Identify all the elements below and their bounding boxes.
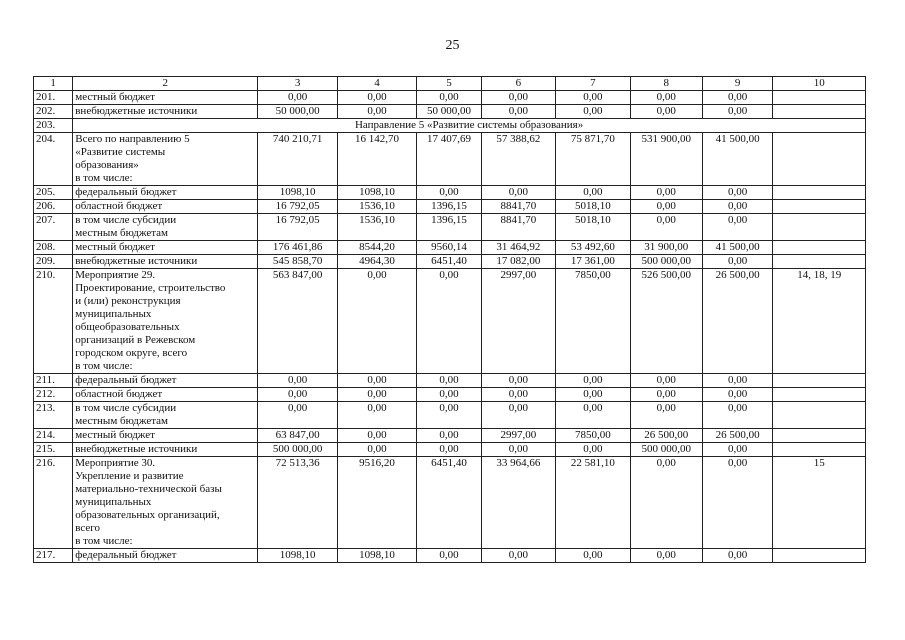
budget-table [33, 76, 866, 563]
row-number: 217. [34, 549, 73, 563]
amount-cell: 8841,70 [481, 200, 555, 214]
amount-cell: 63 847,00 [258, 429, 337, 443]
table-row [34, 429, 866, 443]
amount-cell: 531 900,00 [630, 133, 702, 186]
header-cell: 3 [258, 77, 337, 91]
table-row [34, 105, 866, 119]
target-indicators [773, 429, 866, 443]
amount-cell: 0,00 [556, 374, 630, 388]
amount-cell: 0,00 [702, 105, 772, 119]
amount-cell: 7850,00 [556, 429, 630, 443]
header-cell: 5 [417, 77, 481, 91]
row-description: федеральный бюджет [73, 374, 258, 388]
amount-cell: 0,00 [702, 549, 772, 563]
amount-cell: 1536,10 [337, 214, 416, 241]
amount-cell: 0,00 [702, 200, 772, 214]
amount-cell: 0,00 [337, 429, 416, 443]
table-row [34, 133, 866, 186]
amount-cell: 7850,00 [556, 269, 630, 374]
amount-cell: 50 000,00 [258, 105, 337, 119]
amount-cell: 5018,10 [556, 214, 630, 241]
table-row [34, 457, 866, 549]
header-cell: 10 [773, 77, 866, 91]
target-indicators [773, 443, 866, 457]
header-cell: 2 [73, 77, 258, 91]
amount-cell: 4964,30 [337, 255, 416, 269]
amount-cell: 0,00 [556, 402, 630, 429]
row-description: Всего по направлению 5 «Развитие системы образования» в том числе: [73, 133, 258, 186]
amount-cell: 0,00 [630, 388, 702, 402]
amount-cell: 41 500,00 [702, 241, 772, 255]
target-indicators [773, 255, 866, 269]
amount-cell: 0,00 [630, 91, 702, 105]
amount-cell: 6451,40 [417, 255, 481, 269]
target-indicators [773, 241, 866, 255]
amount-cell: 0,00 [337, 269, 416, 374]
row-number: 214. [34, 429, 73, 443]
table-row [34, 255, 866, 269]
amount-cell: 9516,20 [337, 457, 416, 549]
amount-cell: 16 792,05 [258, 214, 337, 241]
target-indicators [773, 186, 866, 200]
target-indicators [773, 133, 866, 186]
amount-cell: 0,00 [702, 374, 772, 388]
row-description: областной бюджет [73, 388, 258, 402]
amount-cell: 0,00 [417, 269, 481, 374]
row-description: внебюджетные источники [73, 443, 258, 457]
row-number: 203. [34, 119, 73, 133]
amount-cell: 6451,40 [417, 457, 481, 549]
amount-cell: 2997,00 [481, 429, 555, 443]
amount-cell: 0,00 [417, 549, 481, 563]
amount-cell: 31 464,92 [481, 241, 555, 255]
amount-cell: 0,00 [481, 91, 555, 105]
amount-cell: 0,00 [702, 402, 772, 429]
amount-cell: 500 000,00 [258, 443, 337, 457]
target-indicators [773, 200, 866, 214]
amount-cell: 0,00 [702, 443, 772, 457]
amount-cell: 0,00 [702, 186, 772, 200]
amount-cell: 1098,10 [337, 549, 416, 563]
row-description: местный бюджет [73, 429, 258, 443]
target-indicators [773, 105, 866, 119]
amount-cell: 1396,15 [417, 214, 481, 241]
amount-cell: 0,00 [481, 374, 555, 388]
amount-cell: 0,00 [337, 443, 416, 457]
amount-cell: 17 407,69 [417, 133, 481, 186]
amount-cell: 0,00 [417, 186, 481, 200]
amount-cell: 0,00 [702, 457, 772, 549]
row-description: внебюджетные источники [73, 105, 258, 119]
header-cell: 9 [702, 77, 772, 91]
row-description: местный бюджет [73, 91, 258, 105]
amount-cell: 1098,10 [258, 549, 337, 563]
row-number: 204. [34, 133, 73, 186]
amount-cell: 0,00 [481, 402, 555, 429]
row-description: федеральный бюджет [73, 186, 258, 200]
amount-cell: 9560,14 [417, 241, 481, 255]
row-number: 207. [34, 214, 73, 241]
amount-cell: 2997,00 [481, 269, 555, 374]
amount-cell: 0,00 [258, 402, 337, 429]
header-cell: 6 [481, 77, 555, 91]
amount-cell: 0,00 [481, 186, 555, 200]
amount-cell: 545 858,70 [258, 255, 337, 269]
row-number: 202. [34, 105, 73, 119]
row-number: 215. [34, 443, 73, 457]
amount-cell: 8544,20 [337, 241, 416, 255]
row-number: 211. [34, 374, 73, 388]
amount-cell: 0,00 [702, 255, 772, 269]
target-indicators [773, 374, 866, 388]
header-cell: 7 [556, 77, 630, 91]
header-cell: 4 [337, 77, 416, 91]
row-number: 210. [34, 269, 73, 374]
amount-cell: 0,00 [702, 388, 772, 402]
amount-cell: 740 210,71 [258, 133, 337, 186]
amount-cell: 1396,15 [417, 200, 481, 214]
amount-cell: 0,00 [417, 402, 481, 429]
amount-cell: 0,00 [258, 374, 337, 388]
amount-cell: 0,00 [702, 91, 772, 105]
header-row [34, 77, 866, 91]
amount-cell: 57 388,62 [481, 133, 555, 186]
row-description: областной бюджет [73, 200, 258, 214]
amount-cell: 1536,10 [337, 200, 416, 214]
table-row [34, 443, 866, 457]
amount-cell: 17 082,00 [481, 255, 555, 269]
table-row [34, 186, 866, 200]
header-cell: 8 [630, 77, 702, 91]
row-description: в том числе субсидии местным бюджетам [73, 214, 258, 241]
amount-cell: 0,00 [258, 388, 337, 402]
amount-cell: 53 492,60 [556, 241, 630, 255]
row-number: 209. [34, 255, 73, 269]
amount-cell: 0,00 [630, 186, 702, 200]
amount-cell: 563 847,00 [258, 269, 337, 374]
amount-cell: 0,00 [630, 374, 702, 388]
table-row [34, 549, 866, 563]
amount-cell: 0,00 [417, 443, 481, 457]
amount-cell: 72 513,36 [258, 457, 337, 549]
target-indicators [773, 214, 866, 241]
amount-cell: 1098,10 [258, 186, 337, 200]
amount-cell: 0,00 [556, 186, 630, 200]
amount-cell: 26 500,00 [702, 429, 772, 443]
amount-cell: 0,00 [337, 91, 416, 105]
amount-cell: 0,00 [702, 214, 772, 241]
amount-cell: 0,00 [481, 549, 555, 563]
amount-cell: 526 500,00 [630, 269, 702, 374]
table-row [34, 269, 866, 374]
row-description: Мероприятие 29. Проектирование, строительство и (или) реконструкция муниципальных общеобразовательных организаций в Режевском городском округе, всего в том числе: [73, 269, 258, 374]
amount-cell: 0,00 [417, 91, 481, 105]
amount-cell: 0,00 [630, 402, 702, 429]
row-number: 213. [34, 402, 73, 429]
row-number: 206. [34, 200, 73, 214]
amount-cell: 176 461,86 [258, 241, 337, 255]
target-indicators: 14, 18, 19 [773, 269, 866, 374]
amount-cell: 16 142,70 [337, 133, 416, 186]
row-number: 201. [34, 91, 73, 105]
table-row [34, 402, 866, 429]
target-indicators [773, 549, 866, 563]
target-indicators [773, 388, 866, 402]
target-indicators: 15 [773, 457, 866, 549]
page-number: 25 [445, 38, 460, 53]
amount-cell: 0,00 [417, 429, 481, 443]
amount-cell: 22 581,10 [556, 457, 630, 549]
amount-cell: 0,00 [630, 200, 702, 214]
amount-cell: 500 000,00 [630, 255, 702, 269]
amount-cell: 41 500,00 [702, 133, 772, 186]
amount-cell: 0,00 [481, 443, 555, 457]
amount-cell: 0,00 [556, 105, 630, 119]
amount-cell: 17 361,00 [556, 255, 630, 269]
row-number: 216. [34, 457, 73, 549]
amount-cell: 0,00 [337, 402, 416, 429]
amount-cell: 0,00 [556, 443, 630, 457]
direction-heading: Направление 5 «Развитие системы образования» [73, 119, 866, 133]
amount-cell: 0,00 [337, 105, 416, 119]
table-row [34, 388, 866, 402]
amount-cell: 0,00 [630, 105, 702, 119]
amount-cell: 75 871,70 [556, 133, 630, 186]
target-indicators [773, 402, 866, 429]
amount-cell: 5018,10 [556, 200, 630, 214]
target-indicators [773, 91, 866, 105]
amount-cell: 0,00 [556, 549, 630, 563]
amount-cell: 0,00 [337, 374, 416, 388]
amount-cell: 50 000,00 [417, 105, 481, 119]
amount-cell: 0,00 [630, 214, 702, 241]
amount-cell: 0,00 [556, 91, 630, 105]
amount-cell: 0,00 [337, 388, 416, 402]
amount-cell: 0,00 [417, 388, 481, 402]
amount-cell: 0,00 [481, 105, 555, 119]
amount-cell: 0,00 [630, 549, 702, 563]
table-row [34, 214, 866, 241]
amount-cell: 31 900,00 [630, 241, 702, 255]
row-description: Мероприятие 30. Укрепление и развитие материально-технической базы муниципальных образовательных организаций, всего в том числе: [73, 457, 258, 549]
header-cell: 1 [34, 77, 73, 91]
row-description: внебюджетные источники [73, 255, 258, 269]
amount-cell: 0,00 [556, 388, 630, 402]
amount-cell: 8841,70 [481, 214, 555, 241]
amount-cell: 0,00 [481, 388, 555, 402]
row-number: 212. [34, 388, 73, 402]
amount-cell: 500 000,00 [630, 443, 702, 457]
amount-cell: 0,00 [258, 91, 337, 105]
amount-cell: 26 500,00 [630, 429, 702, 443]
table-row [34, 119, 866, 133]
table-row [34, 374, 866, 388]
table-row [34, 91, 866, 105]
amount-cell: 0,00 [630, 457, 702, 549]
table-row [34, 241, 866, 255]
row-description: в том числе субсидии местным бюджетам [73, 402, 258, 429]
row-number: 205. [34, 186, 73, 200]
table-row [34, 200, 866, 214]
amount-cell: 26 500,00 [702, 269, 772, 374]
amount-cell: 0,00 [417, 374, 481, 388]
row-description: местный бюджет [73, 241, 258, 255]
amount-cell: 1098,10 [337, 186, 416, 200]
amount-cell: 16 792,05 [258, 200, 337, 214]
row-number: 208. [34, 241, 73, 255]
amount-cell: 33 964,66 [481, 457, 555, 549]
row-description: федеральный бюджет [73, 549, 258, 563]
